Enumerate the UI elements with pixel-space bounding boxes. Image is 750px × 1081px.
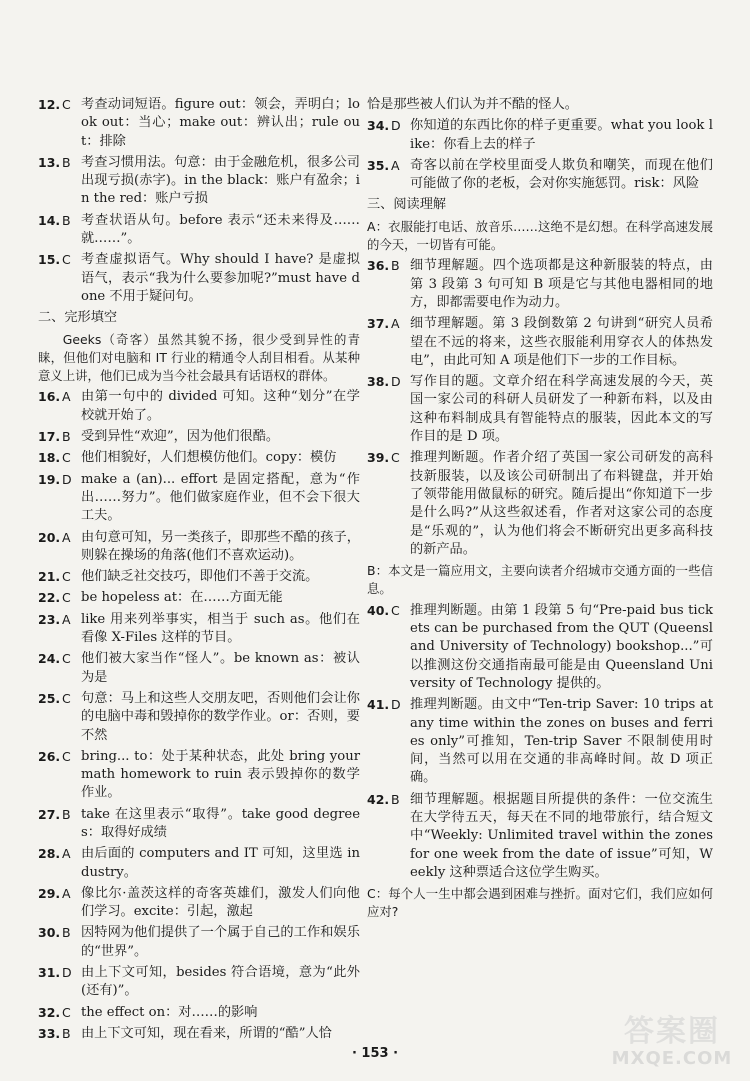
question-number: 27. [38,806,61,822]
page-number: · 153 · [351,1046,399,1061]
answer-letter: D [391,118,401,134]
answer-entry [38,154,360,209]
question-number: 21. [38,569,61,585]
answer-entry [38,806,360,843]
answer-letter: B [391,258,400,274]
answer-entry [38,1004,360,1022]
answer-letter: D [62,471,72,487]
answer-entry [38,885,360,922]
question-number: 23. [38,611,61,627]
answer-entry [38,388,360,425]
question-number: 25. [38,690,61,706]
answer-entry [367,449,713,559]
explanation-text: 奇客以前在学校里面受人欺负和嘲笑，而现在他们可能做了你的老板，会对你实施惩罚。risk：风险 [410,157,713,192]
question-number: 17. [38,429,61,445]
answer-letter: A [62,611,71,627]
passage-b-answers [367,602,713,882]
explanation-text: like 用来列举事实，相当于 such as。他们在看像 X-Files 这样的节目。 [81,611,360,646]
cloze-passage-summary: Geeks（奇客）虽然其貌不扬，很少受到异性的青睐，但他们对电脑和 IT 行业的精通令人刮目相看。从某种意义上讲，他们已成为当今社会最具有话语权的群体。 [38,331,360,384]
answer-letter: B [62,154,71,170]
explanation-text: 你知道的东西比你的样子更重要。what you look like：你看上去的样子 [410,118,713,152]
passage-a-answers [367,257,713,559]
question-number: 30. [38,925,61,941]
answer-letter: A [391,316,400,332]
explanation-text: be hopeless at：在……方面无能 [81,590,283,606]
explanation-text: 因特网为他们提供了一个属于自己的工作和娱乐的“世界”。 [81,925,360,959]
question-number: 13. [38,154,61,170]
question-number: 14. [38,212,61,228]
answer-entry [38,96,360,151]
left-column [38,96,360,1046]
explanation-text: 他们被大家当作“怪人”。be known as：被认为是 [81,651,360,685]
answer-letter: C [62,748,71,764]
answer-letter: C [391,450,400,466]
explanation-text: 推理判断题。由第 1 段第 5 句“Pre-paid bus tickets can be purchased from the QUT (Queensland University of Technology) bookshop...”可以推测这份交通指南最可能是由 Queensland University of Technology 提供的。 [410,602,713,691]
question-number: 16. [38,389,61,405]
explanation-text: 由上下文可知，besides 符合语境，意为“此外(还有)”。 [81,965,360,999]
question-number: 22. [38,590,61,606]
explanation-text: 细节理解题。根据题目所提供的条件：一位交流生在大学待五天，每天在不同的地带旅行，结合短文中“Weekly: Unlimited travel within the zones for one week from the date of issue”可知，Weekly 这种票适合这位学生购买。 [410,791,713,880]
passage-b-summary: B：本文是一篇应用文，主要向读者介绍城市交通方面的一些信息。 [367,563,713,597]
answer-letter: B [62,429,71,445]
answer-33-continuation: 恰是那些被人们认为并不酷的怪人。 [367,97,578,112]
explanation-text: 由句意可知，另一类孩子，即那些不酷的孩子，则躲在操场的角落(他们不喜欢运动)。 [81,529,360,563]
cloze-answers-continued [367,117,713,193]
explanation-text: take 在这里表示“取得”。take good degrees：取得好成绩 [81,806,360,840]
answer-entry [367,157,713,194]
answer-entry [367,602,713,693]
question-number: 35. [367,157,390,173]
grammar-answers [38,96,360,306]
explanation-text: 句意：马上和这些人交朋友吧，否则他们会让你的电脑中毒和毁掉你的数学作业。or：否则，要不然 [81,690,360,743]
answer-letter: C [62,450,71,466]
answer-letter: C [62,97,71,112]
answer-entry [38,924,360,961]
explanation-text: 由后面的 computers and IT 可知，这里选 industry。 [81,846,360,880]
question-number: 36. [367,258,390,274]
watermark-url: MXQE.COM [611,1048,733,1069]
answer-entry [367,791,713,882]
answer-entry [38,251,360,306]
answer-entry [367,373,713,446]
explanation-text: 考查动词短语。figure out：领会，弄明白；look out：当心；make out：辨认出；rule out：排除 [81,97,360,149]
answer-entry [38,748,360,803]
explanation-text: 推理判断题。作者介绍了英国一家公司研发的高科技新服装，以及该公司研制出了布料键盘，并开始了领带能用做鼠标的研究。随后提出“你知道下一步是什么吗?”从这些叙述看，作者对这家公司的态度是“乐观的”，认为他们将会不断研究出更多高科技的新产品。 [410,450,713,557]
explanation-text: 由第一句中的 divided 可知。这种“划分”在学校就开始了。 [81,389,360,423]
question-number: 38. [367,374,390,390]
question-number: 29. [38,885,61,901]
answer-letter: D [391,374,401,390]
explanation-text: 细节理解题。第 3 段倒数第 2 句讲到“研究人员希望在不远的将来，这些衣服能利用穿衣人的体热发电”，由此可知 A 项是他们下一步的工作目标。 [410,316,713,368]
answer-entry [38,589,360,607]
answer-entry [38,845,360,882]
answer-letter: B [391,791,400,807]
question-number: 15. [38,252,61,268]
answer-letter: A [391,157,400,173]
explanation-text: the effect on：对……的影响 [81,1004,258,1020]
answer-letter: C [62,651,71,667]
answer-entry [367,117,713,154]
question-number: 18. [38,450,61,466]
section-reading-heading: 三、阅读理解 [367,197,447,213]
explanation-text: 推理判断题。由文中“Ten-trip Saver: 10 trips at any time within the zones on buses and ferries only”可推知，Ten-trip Saver 不限制使用时间，当然可以用在交通的非高峰时间。故 D 项正确。 [410,697,713,786]
answer-letter: C [62,569,71,585]
answer-letter: A [62,846,71,862]
answer-entry [367,696,713,787]
answer-entry [367,315,713,370]
question-number: 24. [38,651,61,667]
question-number: 26. [38,748,61,764]
explanation-text: 考查状语从句。before 表示“还未来得及……就……”。 [81,212,360,247]
question-number: 34. [367,118,390,134]
answer-letter: C [62,1004,71,1020]
watermark-text: 答案圈 [624,1014,720,1049]
answer-letter: A [62,529,71,545]
question-number: 39. [367,450,390,466]
answer-letter: D [62,965,72,981]
answer-entry [38,568,360,586]
question-number: 42. [367,791,390,807]
answer-entry [38,611,360,648]
explanation-text: 考查虚拟语气。Why should I have? 是虚拟语气，表示“我为什么要参加呢?”must have done 不用于疑问句。 [81,252,360,304]
cloze-answers [38,388,360,1043]
question-number: 37. [367,316,390,332]
explanation-text: 像比尔·盖茨这样的奇客英雄们，激发人们向他们学习。excite：引起，激起 [81,885,360,920]
explanation-text: 细节理解题。四个选项都是这种新服装的特点，由第 3 段第 3 句可知 B 项是它与其他电器相同的地方，即都需要电作为动力。 [410,258,713,310]
explanation-text: bring... to：处于某种状态，此处 bring your math homework to ruin 表示毁掉你的数学作业。 [81,748,360,801]
answer-letter: B [62,925,71,941]
question-number: 19. [38,471,61,487]
answer-letter: A [62,389,71,405]
passage-c-summary: C：每个人一生中都会遇到困难与挫折。面对它们，我们应如何应对? [367,886,713,920]
explanation-text: 受到异性“欢迎”，因为他们很酷。 [81,429,280,445]
answer-entry [38,428,360,446]
passage-a-summary: A：衣服能打电话、放音乐……这绝不是幻想。在科学高速发展的今天，一切皆有可能。 [367,218,713,253]
question-number: 32. [38,1004,61,1020]
explanation-text: 写作目的题。文章介绍在科学高速发展的今天，英国一家公司的科研人员研发了一种新布料，以及由这种布料制成具有智能特点的服装，因此本文的写作目的是 D 项。 [410,374,713,445]
answer-letter: B [62,806,71,822]
explanation-text: make a (an)... effort 是固定搭配，意为“作出……努力”。他们做家庭作业，但不会下很大工夫。 [81,471,360,524]
answer-letter: A [62,885,71,901]
explanation-text: 由上下文可知，现在看来，所谓的“酷”人恰 [81,1025,332,1041]
answer-entry [38,212,360,249]
question-number: 20. [38,529,61,545]
answer-entry [38,1025,360,1043]
question-number: 41. [367,697,390,713]
watermark-logo [602,1006,742,1076]
question-number: 31. [38,965,61,981]
answer-letter: C [391,602,400,618]
answer-entry [38,449,360,467]
answer-entry [38,690,360,745]
question-number: 28. [38,846,61,862]
answer-entry [38,964,360,1001]
explanation-text: 考查习惯用法。句意：由于金融危机，很多公司出现亏损(赤字)。in the black：账户有盈余；in the red：账户亏损 [81,154,360,207]
explanation-text: 他们缺乏社交技巧，即他们不善于交流。 [81,569,319,585]
section-cloze-heading: 二、完形填空 [38,310,118,326]
right-column [367,96,713,925]
answer-letter: D [391,697,401,713]
question-number: 33. [38,1025,61,1041]
question-number: 12. [38,97,61,112]
answer-entry [38,471,360,526]
answer-letter: B [62,1025,71,1041]
answer-entry [38,529,360,566]
answer-letter: C [62,252,71,268]
answer-letter: C [62,690,71,706]
question-number: 40. [367,602,390,618]
explanation-text: 他们相貌好，人们想模仿他们。copy：模仿 [81,450,337,466]
answer-entry [367,257,713,312]
answer-letter: C [62,590,71,606]
answer-letter: B [62,212,71,228]
answer-entry [38,650,360,687]
